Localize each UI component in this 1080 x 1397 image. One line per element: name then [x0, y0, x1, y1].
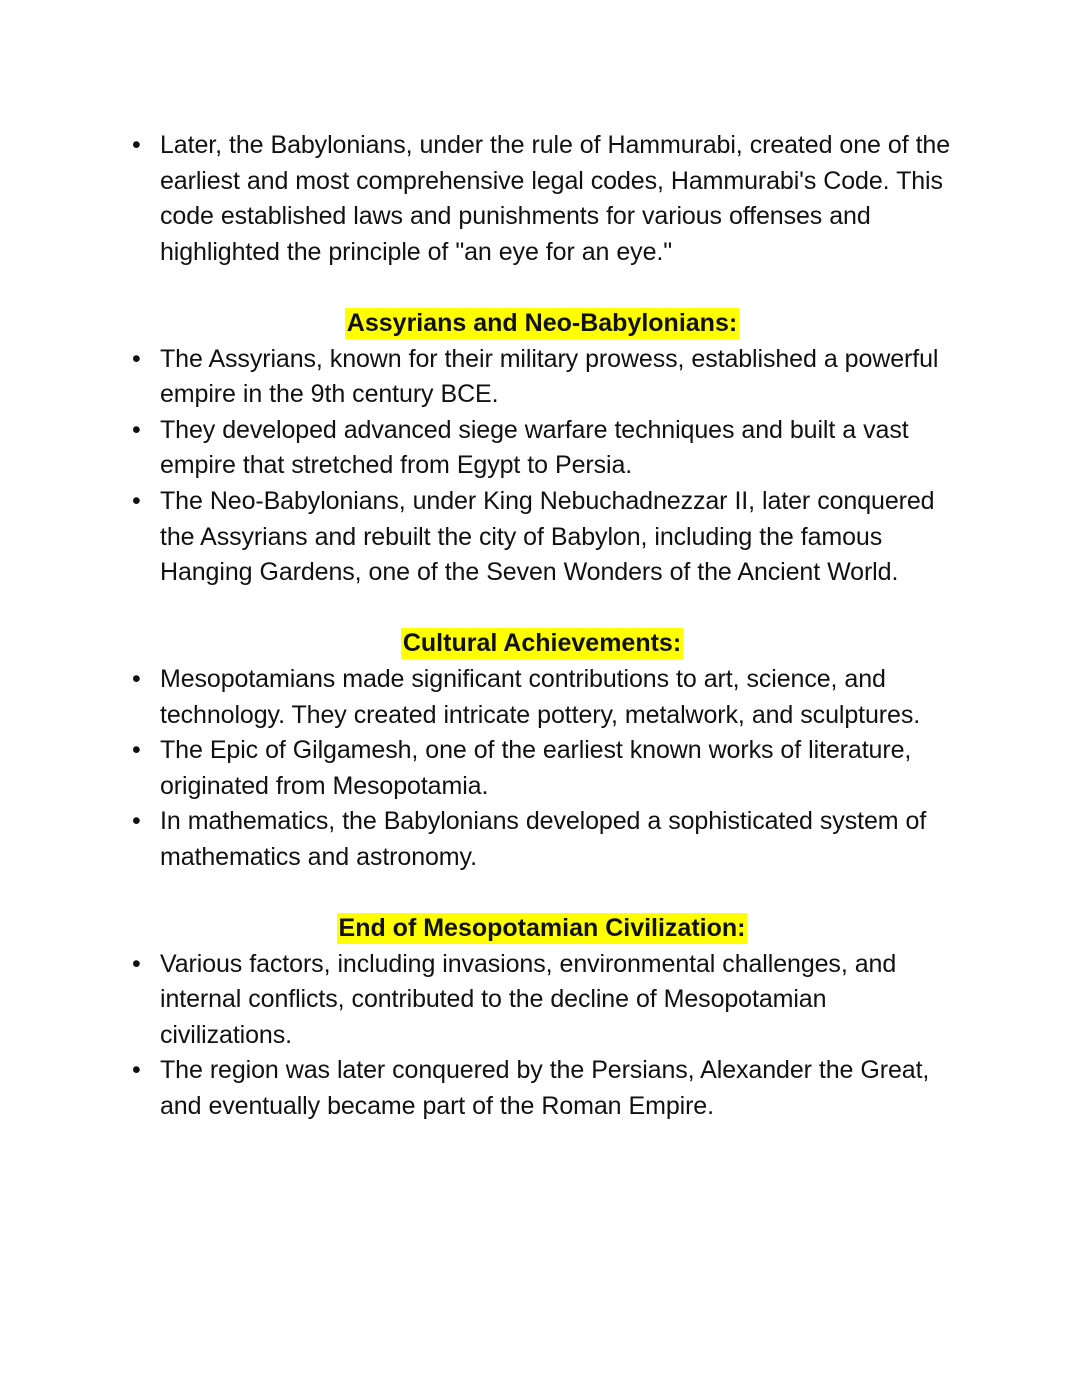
bullet-item	[130, 413, 954, 484]
bullet-dot-icon: •	[132, 807, 141, 836]
bullet-item-text: Various factors, including invasions, environmental challenges, and internal conflicts, contributed to the decline of Mesopotamian civilizations.	[160, 949, 897, 1049]
bullet-dot-icon: •	[132, 1056, 141, 1085]
heading-end-of-mesopotamian-civilization	[130, 911, 954, 947]
heading-assyrians-neo-babylonians	[130, 306, 954, 342]
bullet-item-text: The Assyrians, known for their military prowess, established a powerful empire in the 9th century BCE.	[160, 344, 939, 409]
bullet-item	[130, 733, 954, 804]
heading-cultural-achievements	[130, 626, 954, 662]
bullet-item	[130, 342, 954, 413]
babylonians-hammurabi-bullets	[130, 128, 954, 270]
document-body	[130, 128, 954, 1125]
bullet-item-text: Mesopotamians made significant contributions to art, science, and technology. They created intricate pottery, metalwork, and sculptures.	[160, 664, 921, 729]
bullet-dot-icon: •	[132, 486, 141, 515]
bullet-dot-icon: •	[132, 664, 141, 693]
spacer-before-assyrians	[130, 270, 954, 306]
bullet-dot-icon: •	[132, 344, 141, 373]
highlighted-heading-text: End of Mesopotamian Civilization:	[338, 914, 746, 943]
bullet-item-text: The Neo-Babylonians, under King Nebuchadnezzar II, later conquered the Assyrians and rebuilt the city of Babylon, including the famous Hanging Gardens, one of the Seven Wonders of the Ancient World.	[160, 486, 935, 587]
bullet-item-text: In mathematics, the Babylonians developed a sophisticated system of mathematics and astronomy.	[160, 807, 927, 871]
bullet-item	[130, 804, 954, 875]
bullet-item	[130, 484, 954, 591]
cultural-achievements-bullets	[130, 662, 954, 876]
bullet-item-text: The region was later conquered by the Persians, Alexander the Great, and eventually became part of the Roman Empire.	[160, 1056, 930, 1121]
bullet-item	[130, 662, 954, 733]
spacer-before-cultural	[130, 591, 954, 627]
bullet-dot-icon: •	[132, 131, 141, 159]
bullet-dot-icon: •	[132, 736, 141, 765]
highlighted-heading-text: Cultural Achievements:	[402, 629, 682, 658]
bullet-item	[130, 947, 954, 1054]
bullet-item-text: They developed advanced siege warfare techniques and built a vast empire that stretched from Egypt to Persia.	[160, 415, 909, 480]
spacer-before-end-of-civilization	[130, 875, 954, 911]
bullet-item-text: Later, the Babylonians, under the rule of Hammurabi, created one of the earliest and most comprehensive legal codes, Hammurabi's Code. This code established laws and punishments for various offenses and highlighted the principle of "an eye for an eye."	[160, 131, 951, 266]
highlighted-heading-text: Assyrians and Neo-Babylonians:	[346, 308, 738, 337]
bullet-dot-icon: •	[132, 949, 141, 978]
bullet-item	[130, 128, 954, 270]
bullet-item-text: The Epic of Gilgamesh, one of the earliest known works of literature, originated from Mesopotamia.	[160, 736, 912, 800]
bullet-item	[130, 1053, 954, 1124]
bullet-dot-icon: •	[132, 415, 141, 444]
assyrians-neo-babylonians-bullets	[130, 342, 954, 591]
end-of-civilization-bullets	[130, 947, 954, 1125]
